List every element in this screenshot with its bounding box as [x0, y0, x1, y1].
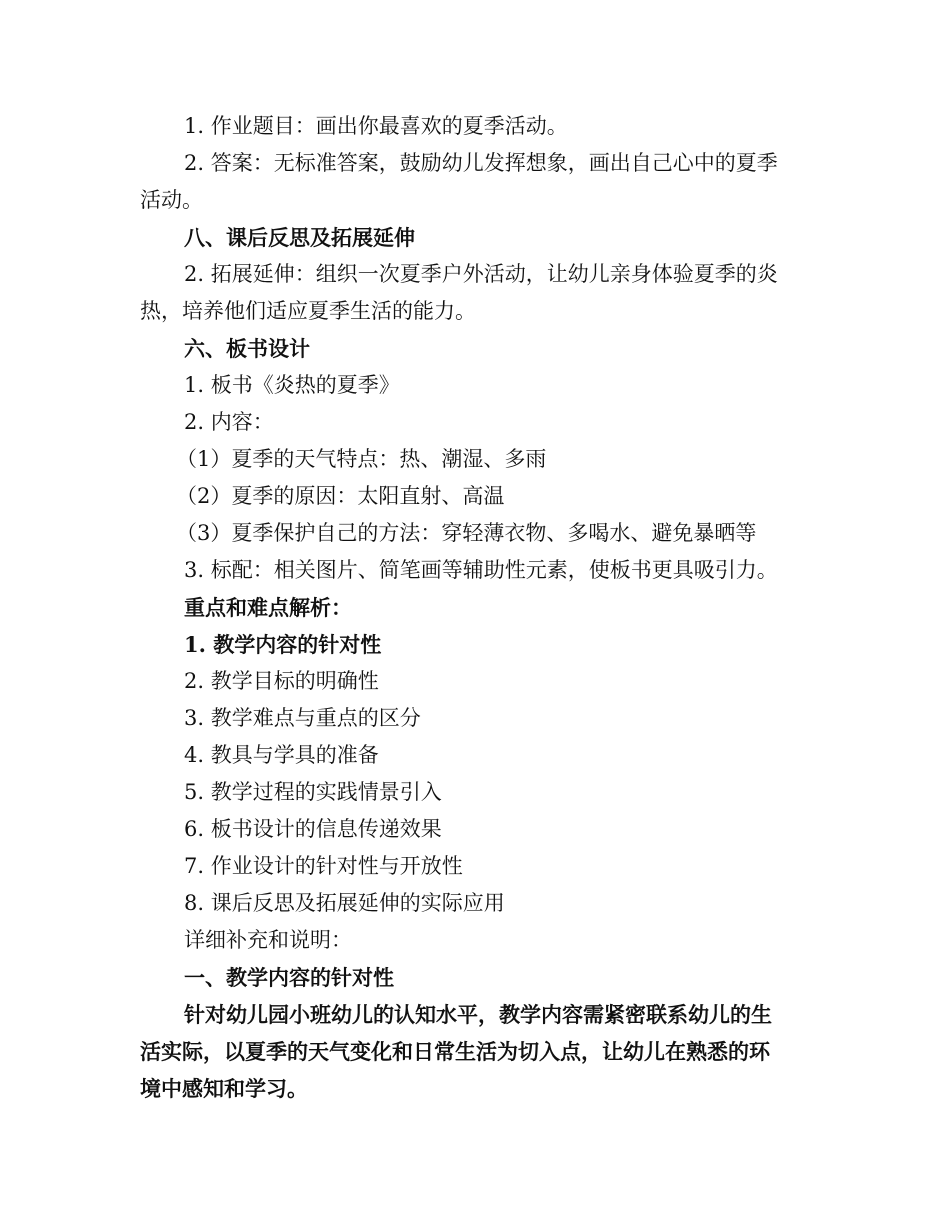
key-point-5: 5. 教学过程的实践情景引入 — [184, 780, 442, 804]
body-paragraph-line-1: 针对幼儿园小班幼儿的认知水平，教学内容需紧密联系幼儿的生 — [184, 1002, 772, 1027]
board-subitem-1: （1）夏季的天气特点：热、潮湿、多雨 — [176, 447, 547, 471]
extension-item-line-2: 热，培养他们适应夏季生活的能力。 — [140, 299, 476, 323]
board-item-1: 1. 板书《炎热的夏季》 — [184, 373, 400, 397]
board-subitem-3: （3）夏季保护自己的方法：穿轻薄衣物、多喝水、避免暴晒等 — [176, 521, 757, 545]
section-heading-content-targeting: 一、教学内容的针对性 — [184, 965, 394, 990]
homework-item-1: 1. 作业题目：画出你最喜欢的夏季活动。 — [184, 114, 568, 138]
board-item-2: 2. 内容： — [184, 410, 274, 434]
key-point-3: 3. 教学难点与重点的区分 — [184, 706, 421, 730]
key-point-8: 8. 课后反思及拓展延伸的实际应用 — [184, 891, 505, 915]
key-point-2: 2. 教学目标的明确性 — [184, 669, 379, 693]
key-point-6: 6. 板书设计的信息传递效果 — [184, 817, 442, 841]
board-subitem-2: （2）夏季的原因：太阳直射、高温 — [176, 484, 505, 508]
supplement-heading: 详细补充和说明： — [184, 928, 352, 952]
document-page — [140, 108, 810, 1107]
body-paragraph-line-2: 活实际，以夏季的天气变化和日常生活为切入点，让幼儿在熟悉的环 — [140, 1039, 770, 1064]
section-heading-board-design: 六、板书设计 — [184, 336, 310, 361]
section-heading-key-points: 重点和难点解析： — [184, 595, 352, 620]
homework-item-2-line-2: 活动。 — [140, 188, 203, 212]
homework-item-2-line-1: 2. 答案：无标准答案，鼓励幼儿发挥想象，画出自己心中的夏季 — [184, 151, 778, 175]
key-point-1: 1. 教学内容的针对性 — [184, 632, 382, 657]
board-item-3: 3. 标配：相关图片、简笔画等辅助性元素，使板书更具吸引力。 — [184, 558, 778, 582]
key-point-4: 4. 教具与学具的准备 — [184, 743, 379, 767]
section-heading-reflection: 八、课后反思及拓展延伸 — [184, 225, 415, 250]
key-point-7: 7. 作业设计的针对性与开放性 — [184, 854, 463, 878]
extension-item-line-1: 2. 拓展延伸：组织一次夏季户外活动，让幼儿亲身体验夏季的炎 — [184, 262, 778, 286]
body-paragraph-line-3: 境中感知和学习。 — [140, 1076, 308, 1101]
